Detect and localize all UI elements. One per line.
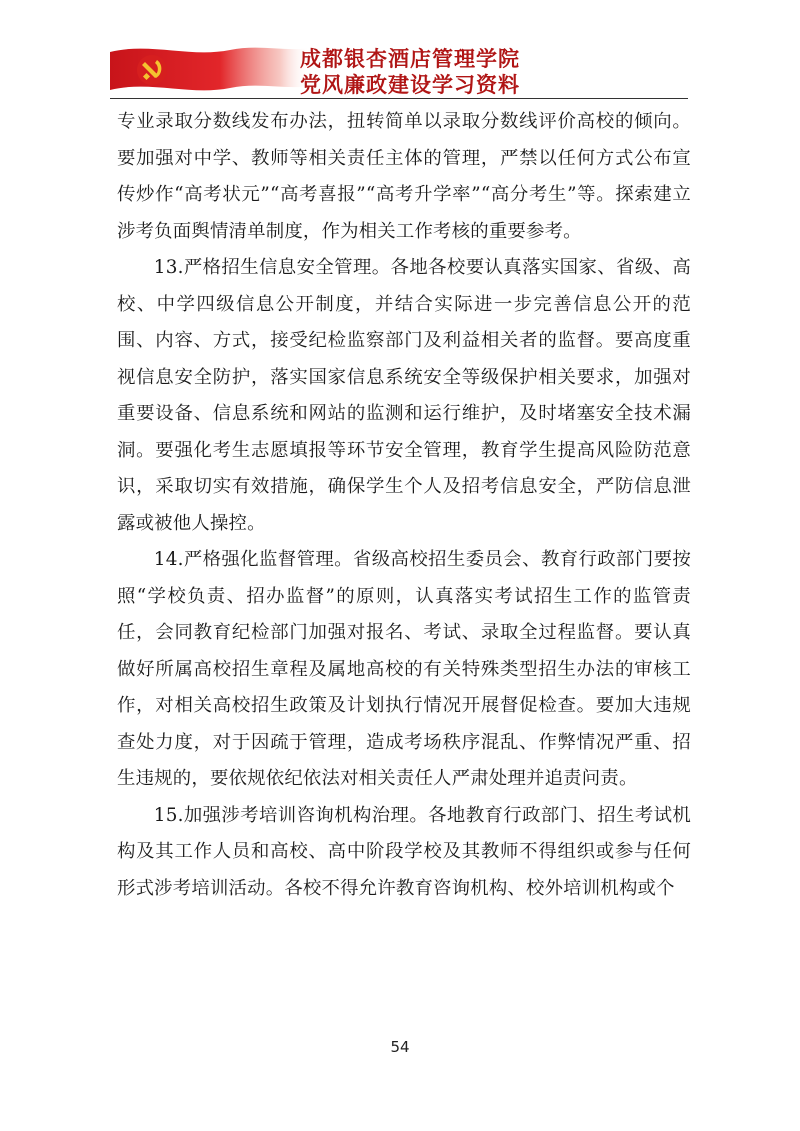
document-body bbox=[117, 104, 691, 907]
paragraph-item-13: 13.严格招生信息安全管理。各地各校要认真落实国家、省级、高校、中学四级信息公开制度，并结合实际进一步完善信息公开的范围、内容、方式，接受纪检监察部门及利益相关者的监督。要高度重视信息安全防护，落实国家信息系统安全等级保护相关要求，加强对重要设备、信息系统和网站的监测和运行维护，及时堵塞安全技术漏洞。要强化考生志愿填报等环节安全管理，教育学生提高风险防范意识，采取切实有效措施，确保学生个人及招考信息安全，严防信息泄露或被他人操控。 bbox=[117, 257, 691, 534]
page-number: 54 bbox=[390, 1038, 410, 1056]
paragraph-item-15: 15.加强涉考培训咨询机构治理。各地教育行政部门、招生考试机构及其工作人员和高校、高中阶段学校及其教师不得组织或参与任何形式涉考培训活动。各校不得允许教育咨询机构、校外培训机构或个 bbox=[117, 804, 691, 899]
party-emblem-flag-logo bbox=[110, 42, 310, 98]
header-title-line-2: 党风廉政建设学习资料 bbox=[300, 73, 520, 97]
paragraph-continuation: 专业录取分数线发布办法，扭转简单以录取分数线评价高校的倾向。要加强对中学、教师等相关责任主体的管理，严禁以任何方式公布宣传炒作“高考状元”“高考喜报”“高考升学率”“高分考生”等。探索建立涉考负面舆情清单制度，作为相关工作考核的重要参考。 bbox=[117, 111, 691, 242]
header-divider bbox=[110, 98, 688, 99]
page-header bbox=[0, 0, 800, 104]
institution-title bbox=[300, 46, 520, 98]
header-title-line-1: 成都银杏酒店管理学院 bbox=[300, 47, 520, 71]
paragraph-item-14: 14.严格强化监督管理。省级高校招生委员会、教育行政部门要按照“学校负责、招办监督”的原则，认真落实考试招生工作的监管责任，会同教育纪检部门加强对报名、考试、录取全过程监督。要认真做好所属高校招生章程及属地高校的有关特殊类型招生办法的审核工作，对相关高校招生政策及计划执行情况开展督促检查。要加大违规查处力度，对于因疏于管理，造成考场秩序混乱、作弊情况严重、招生违规的，要依规依纪依法对相关责任人严肃处理并追责问责。 bbox=[117, 549, 691, 789]
